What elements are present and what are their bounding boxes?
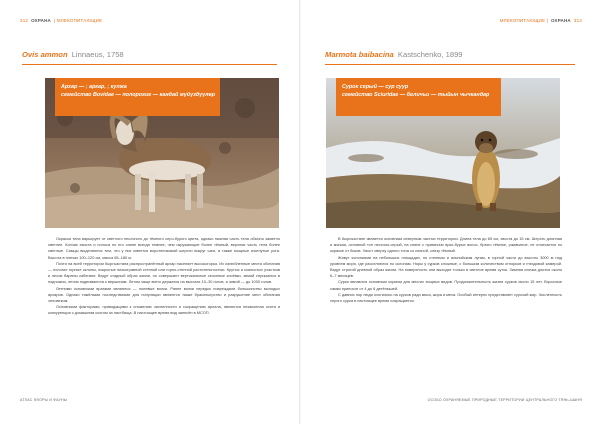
family-names: семейство Bovidae — полорогие — кандай мүйүздүүлөр: [61, 92, 216, 98]
running-separator: |: [546, 18, 548, 23]
species-author: Kastschenko, 1899: [397, 50, 463, 59]
common-names: Архар — ; аркар, ; кулжа: [61, 84, 127, 90]
species-latin-name: Marmota baibacina: [325, 50, 394, 59]
body-text: [48, 236, 280, 317]
common-names: Сурок серый — сур суур: [342, 84, 409, 90]
species-band: [336, 78, 501, 116]
running-section: ОХРАНА: [31, 18, 51, 23]
paragraph: Живут колониями на небольших площадях, по степным и альпийским лугам, в горной части до высоты 3000 м над уровнем моря, где расселяются по склонам. Норы у сурков сложные, с большим количеством отнорков и гнездовой камерой. Ведут строгий дневной образ жизни. На поверхность они выходят только в светлое время суток. Зимняя спячка длится около 6–7 месяцев.: [330, 254, 562, 279]
right-page: [300, 0, 600, 424]
species-heading: [22, 50, 124, 59]
paragraph: Сурки являются основным кормом для многих хищных видов. Продолжительность жизни сурков около 15 лет. Взрослые самки приносят от 4 до 6 детёнышей.: [330, 279, 562, 291]
footer-left: АТЛАС ФЛОРЫ И ФАУНЫ: [20, 398, 68, 402]
paragraph: В Кыргызстане является основным северным частью территории. Длина тела до 65 см, хвоста до 15 см. Шерсть длинная и мягкая, основной тон песочно-серый, на спине с примесью ярко-бурых волос, брюхо тёмное, ржавчатое, не отличается по окраске от боков. Хвост сверху одного тона со спиной, снизу тёмный.: [330, 236, 562, 254]
species-latin-name: Ovis ammon: [22, 50, 68, 59]
heading-rule: [22, 64, 277, 65]
marmot-photo: [326, 78, 560, 228]
paragraph: Основными факторами, приводящими к снижению численности и сокращению ареала, являются незаконная охота и конкуренция с домашним скотом за пастбища. В настоящее время вид занесён в МСОП.: [48, 304, 280, 316]
running-separator: |: [54, 18, 56, 23]
paragraph: Летними основными врагами являются — полевые волки. Ранее волки нередко повреждали большинство молодых архаров. Однако тяжёлыми последствиями для популяции являются также браконьерство и разрушение мест обитания человеком.: [48, 285, 280, 304]
paragraph: Окраска тела варьирует от светлого песочного до тёмного серо-бурого цвета, однако нижняя часть тела обычно заметно светлее. Кончик хвоста и полоса по его спине всегда темнее, чем окружающие более тёмный, верхняя часть тела более светлые. Самцы выделяются тем, что у них имеется воротничковый шерсти вокруг шеи, а также мощные изогнутые рога. Высота в плечах 100–120 см, масса 65–180 кг.: [48, 236, 280, 260]
running-head-right: [500, 18, 582, 23]
running-head-left: [20, 18, 102, 23]
paragraph: С давних пор люди охотились на сурков ради мяса, жира и меха. Особый интерес представляет сурочий жир. Численность серого сурка в настоящее время сокращается.: [330, 291, 562, 304]
footer-right: ОСОБО ОХРАНЯЕМЫЕ ПРИРОДНЫЕ ТЕРРИТОРИИ ЦЕНТРАЛЬНОГО ТЯНЬ-ШАНЯ: [427, 398, 582, 402]
running-subsection: МЛЕКОПИТАЮЩИЕ: [56, 18, 103, 23]
page-number: 313: [573, 18, 582, 23]
argali-photo: [45, 78, 279, 228]
species-heading: [325, 50, 463, 59]
species-band: [55, 78, 220, 116]
body-text: [330, 236, 562, 304]
running-subsection: МЛЕКОПИТАЮЩИЕ: [499, 18, 546, 23]
page-number: 312: [20, 18, 29, 23]
family-names: семейство Sciuridae — беличьи — тыйын чычкандар: [342, 92, 490, 98]
running-section: ОХРАНА: [551, 18, 571, 23]
species-author: Linnaeus, 1758: [71, 50, 124, 59]
paragraph: Почти на всей территории Кыргызстана распространённый архар населяет высокогорья. Их излюбленные места обитания — пологие горные склоны, покрытые низкотравной степной или горно-степной растительностью. Крутых и скалистых участков и лесов бараны избегают. Ведут стадный образ жизни, но совершают вертикальные сезонные кочёвки, зимой спускаются в подножия, летом поднимаются к вершинам. Летом чаще всего держатся на высотах 10–30 голов, а зимой — до 1000 голов.: [48, 260, 280, 285]
heading-rule: [325, 64, 575, 65]
